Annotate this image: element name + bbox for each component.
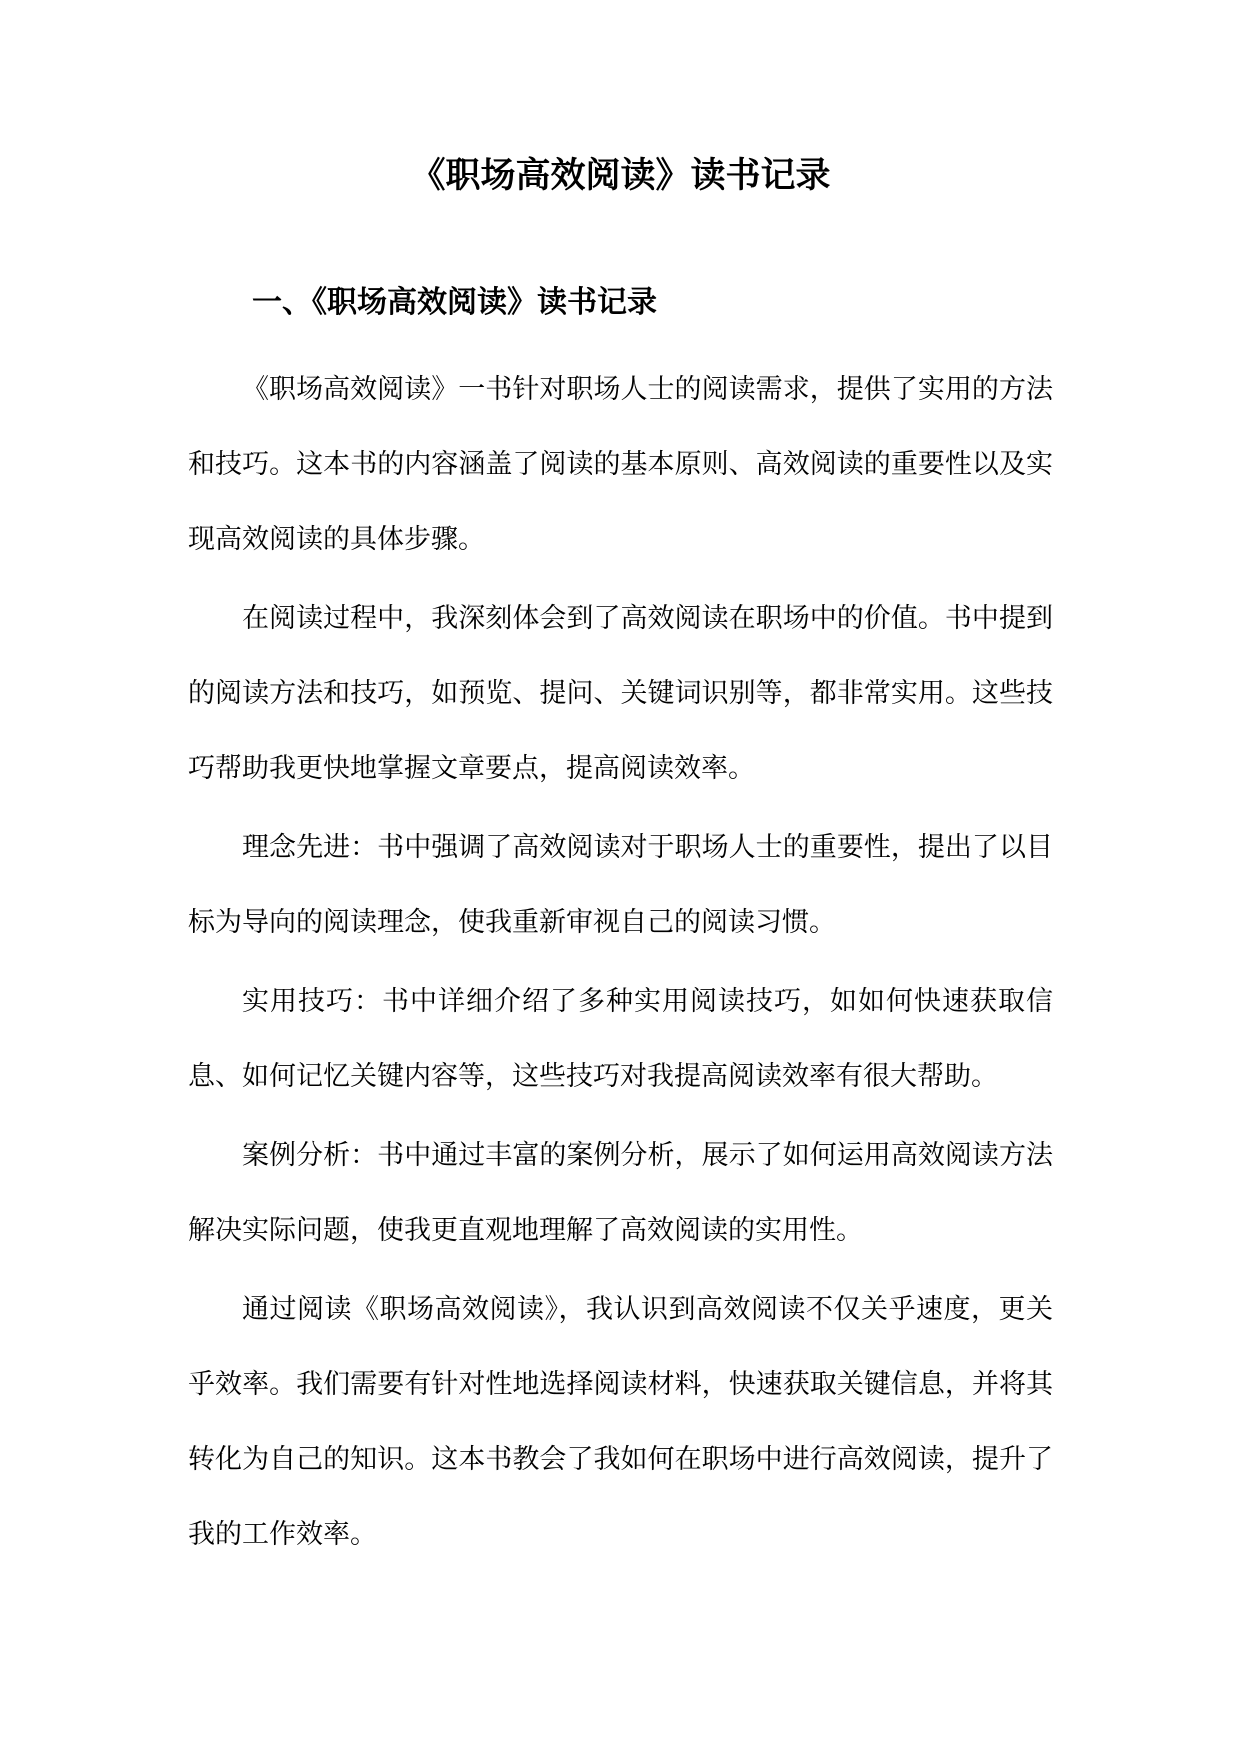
document-title: 《职场高效阅读》读书记录 [410,156,831,196]
paragraph-intro: 《职场高效阅读》一书针对职场人士的阅读需求，提供了实用的方法和技巧。这本书的内容涵盖了阅读的基本原则、高效阅读的重要性以及实现高效阅读的具体步骤。 [188,374,1053,555]
paragraph-practical-skills: 实用技巧：书中详细介绍了多种实用阅读技巧，如如何快速获取信息、如何记忆关键内容等，这些技巧对我提高阅读效率有很大帮助。 [188,986,1053,1092]
paragraph-advanced-concept: 理念先进：书中强调了高效阅读对于职场人士的重要性，提出了以目标为导向的阅读理念，使我重新审视自己的阅读习惯。 [188,832,1053,938]
section-heading: 一、《职场高效阅读》读书记录 [252,285,657,320]
body-text [188,352,1053,1576]
paragraph-conclusion: 通过阅读《职场高效阅读》，我认识到高效阅读不仅关乎速度，更关乎效率。我们需要有针对性地选择阅读材料，快速获取关键信息，并将其转化为自己的知识。这本书教会了我如何在职场中进行高效阅读，提升了我的工作效率。 [188,1294,1053,1550]
paragraph-case-analysis: 案例分析：书中通过丰富的案例分析，展示了如何运用高效阅读方法解决实际问题，使我更直观地理解了高效阅读的实用性。 [188,1140,1053,1246]
paragraph-reading-process: 在阅读过程中，我深刻体会到了高效阅读在职场中的价值。书中提到的阅读方法和技巧，如预览、提问、关键词识别等，都非常实用。这些技巧帮助我更快地掌握文章要点，提高阅读效率。 [188,603,1053,784]
